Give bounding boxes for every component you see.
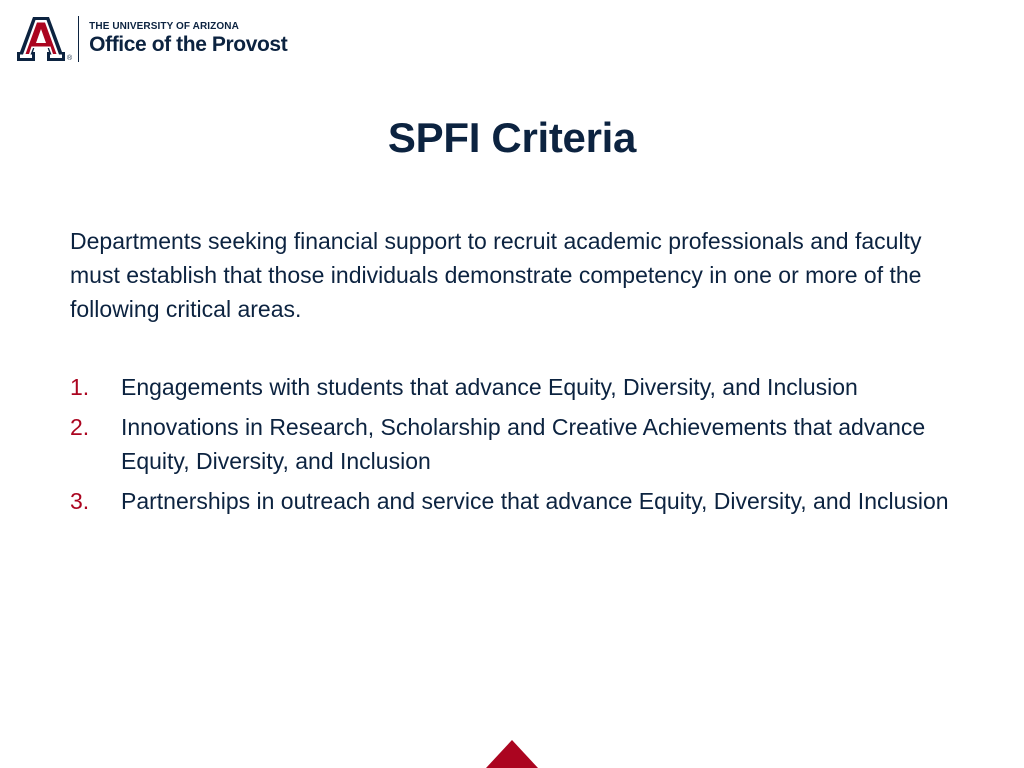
registered-mark: ®: [67, 55, 73, 62]
criteria-text: Innovations in Research, Scholarship and Creative Achievements that advance Equity, Diversity, and Inclusion: [121, 414, 926, 474]
criteria-list: [70, 370, 970, 524]
header-logo: [16, 14, 287, 64]
criteria-number: 2.: [70, 414, 90, 440]
criteria-text: Engagements with students that advance Equity, Diversity, and Inclusion: [121, 374, 858, 400]
triangle-icon: [486, 740, 538, 768]
logo-wordmark: [89, 21, 287, 57]
criteria-item: [70, 410, 970, 478]
logo-divider: [78, 16, 79, 62]
criteria-item: [70, 370, 970, 404]
university-name: THE UNIVERSITY OF ARIZONA: [89, 21, 239, 32]
office-name: Office of the Provost: [89, 33, 288, 56]
criteria-item: [70, 484, 970, 518]
criteria-text: Partnerships in outreach and service that advance Equity, Diversity, and Inclusion: [121, 488, 949, 514]
intro-paragraph: Departments seeking financial support to recruit academic professionals and faculty must establish that those individuals demonstrate competency in one or more of the following critical areas.: [70, 228, 922, 322]
criteria-number: 1.: [70, 374, 90, 400]
arizona-a-logo-icon: [16, 16, 66, 62]
criteria-number: 3.: [70, 488, 90, 514]
slide-title: SPFI Criteria: [387, 114, 637, 161]
